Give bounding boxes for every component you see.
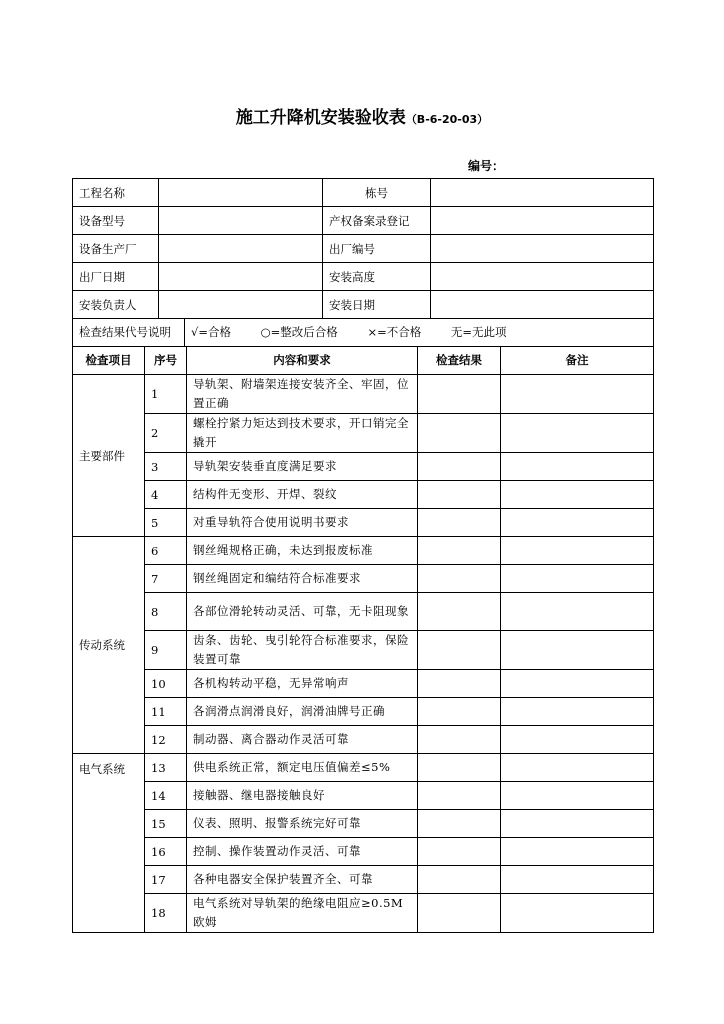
info-value-field[interactable]: [431, 235, 654, 263]
legend-item-pass: √=合格: [191, 324, 231, 339]
legend-item-fail: ×=不合格: [367, 324, 422, 339]
row-number: 11: [145, 698, 187, 726]
row-requirement: 控制、操作装置动作灵活、可靠: [187, 838, 418, 866]
info-value-field[interactable]: [431, 179, 654, 207]
result-cell[interactable]: [418, 593, 501, 631]
header-remark: 备注: [501, 346, 654, 375]
row-requirement: 钢丝绳固定和编结符合标准要求: [187, 565, 418, 593]
header-content: 内容和要求: [187, 346, 418, 375]
remark-cell[interactable]: [501, 698, 654, 726]
info-label: 出厂编号: [323, 235, 431, 263]
legend-item-rectified: ○=整改后合格: [260, 324, 338, 339]
remark-cell[interactable]: [501, 726, 654, 754]
row-requirement: 各种电器安全保护装置齐全、可靠: [187, 866, 418, 894]
row-requirement: 导轨架安装垂直度满足要求: [187, 453, 418, 481]
info-label: 出厂日期: [73, 263, 159, 291]
legend-item-na: 无=无此项: [450, 324, 507, 339]
result-cell[interactable]: [418, 754, 501, 782]
document-title: [0, 103, 724, 128]
info-row: [73, 291, 654, 319]
legend-label: 检查结果代号说明: [73, 318, 185, 346]
table-row: [73, 894, 654, 933]
table-row: [73, 414, 654, 453]
row-number: 8: [145, 593, 187, 631]
row-requirement: 对重导轨符合使用说明书要求: [187, 509, 418, 537]
result-cell[interactable]: [418, 838, 501, 866]
row-number: 4: [145, 481, 187, 509]
row-number: 15: [145, 810, 187, 838]
category-transmission-system: 传动系统: [73, 537, 145, 754]
row-number: 9: [145, 631, 187, 670]
row-number: 16: [145, 838, 187, 866]
remark-cell[interactable]: [501, 453, 654, 481]
remark-cell[interactable]: [501, 894, 654, 933]
info-row: [73, 207, 654, 235]
info-label: 工程名称: [73, 179, 159, 207]
remark-cell[interactable]: [501, 565, 654, 593]
row-number: 6: [145, 537, 187, 565]
result-cell[interactable]: [418, 866, 501, 894]
result-cell[interactable]: [418, 698, 501, 726]
remark-cell[interactable]: [501, 810, 654, 838]
info-label: 安装高度: [323, 263, 431, 291]
info-value-field[interactable]: [431, 291, 654, 319]
result-cell[interactable]: [418, 726, 501, 754]
info-label: 安装日期: [323, 291, 431, 319]
remark-cell[interactable]: [501, 481, 654, 509]
remark-cell[interactable]: [501, 866, 654, 894]
title-code: （B-6-20-03）: [405, 113, 489, 126]
remark-cell[interactable]: [501, 782, 654, 810]
inspection-checklist-table: [72, 346, 654, 933]
row-number: 1: [145, 375, 187, 414]
row-number: 14: [145, 782, 187, 810]
result-cell[interactable]: [418, 670, 501, 698]
info-label: 安装负责人: [73, 291, 159, 319]
row-requirement: 仪表、照明、报警系统完好可靠: [187, 810, 418, 838]
title-main: 施工升降机安装验收表: [235, 108, 406, 128]
category-electrical-system: 电气系统: [73, 754, 145, 933]
row-number: 13: [145, 754, 187, 782]
table-row: [73, 593, 654, 631]
header-result: 检查结果: [418, 346, 501, 375]
info-value-field[interactable]: [431, 263, 654, 291]
result-cell[interactable]: [418, 631, 501, 670]
project-info-table: [72, 178, 654, 319]
table-row: [73, 726, 654, 754]
table-row: [73, 866, 654, 894]
remark-cell[interactable]: [501, 670, 654, 698]
table-row: [73, 838, 654, 866]
info-label: 设备型号: [73, 207, 159, 235]
row-requirement: 供电系统正常，额定电压值偏差≤5%: [187, 754, 418, 782]
table-row: [73, 754, 654, 782]
row-requirement: 制动器、离合器动作灵活可靠: [187, 726, 418, 754]
legend-items: [185, 318, 654, 346]
row-number: 5: [145, 509, 187, 537]
result-code-legend: [72, 318, 654, 347]
table-row: [73, 453, 654, 481]
checklist-header-row: [73, 346, 654, 375]
table-row: [73, 565, 654, 593]
table-row: [73, 782, 654, 810]
row-requirement: 导轨架、附墙架连接安装齐全、牢固，位置正确: [187, 375, 418, 414]
table-row: [73, 670, 654, 698]
info-value-field[interactable]: [159, 291, 323, 319]
row-requirement: 各机构转动平稳，无异常响声: [187, 670, 418, 698]
remark-cell[interactable]: [501, 838, 654, 866]
table-row: [73, 509, 654, 537]
row-requirement: 螺栓拧紧力矩达到技术要求，开口销完全撬开: [187, 414, 418, 453]
result-cell[interactable]: [418, 565, 501, 593]
info-value-field[interactable]: [431, 207, 654, 235]
table-row: [73, 698, 654, 726]
result-cell[interactable]: [418, 810, 501, 838]
remark-cell[interactable]: [501, 414, 654, 453]
table-row: [73, 631, 654, 670]
row-number: 3: [145, 453, 187, 481]
row-number: 10: [145, 670, 187, 698]
row-requirement: 齿条、齿轮、曳引轮符合标准要求，保险装置可靠: [187, 631, 418, 670]
row-number: 18: [145, 894, 187, 933]
remark-cell[interactable]: [501, 537, 654, 565]
remark-cell[interactable]: [501, 375, 654, 414]
info-value-field[interactable]: [159, 263, 323, 291]
row-number: 2: [145, 414, 187, 453]
row-requirement: 接触器、继电器接触良好: [187, 782, 418, 810]
row-requirement: 钢丝绳规格正确，未达到报废标准: [187, 537, 418, 565]
category-main-components: 主要部件: [73, 375, 145, 537]
info-row: [73, 263, 654, 291]
remark-cell[interactable]: [501, 631, 654, 670]
header-no: 序号: [145, 346, 187, 375]
info-value-field[interactable]: [159, 179, 323, 207]
row-number: 17: [145, 866, 187, 894]
info-value-field[interactable]: [159, 207, 323, 235]
serial-number-label: 编号：: [468, 159, 505, 173]
result-cell[interactable]: [418, 537, 501, 565]
row-requirement: 各部位滑轮转动灵活、可靠，无卡阻现象: [187, 593, 418, 631]
result-cell[interactable]: [418, 414, 501, 453]
result-cell[interactable]: [418, 894, 501, 933]
result-cell[interactable]: [418, 481, 501, 509]
row-requirement: 各润滑点润滑良好，润滑油牌号正确: [187, 698, 418, 726]
header-item: 检查项目: [73, 346, 145, 375]
info-row: [73, 179, 654, 207]
info-label: 栋号: [323, 179, 431, 207]
table-row: [73, 375, 654, 414]
result-cell[interactable]: [418, 782, 501, 810]
row-requirement: 电气系统对导轨架的绝缘电阻应≥0.5M欧姆: [187, 894, 418, 933]
info-label: 设备生产厂: [73, 235, 159, 263]
result-cell[interactable]: [418, 453, 501, 481]
table-row: [73, 537, 654, 565]
row-number: 7: [145, 565, 187, 593]
info-value-field[interactable]: [159, 235, 323, 263]
info-label: 产权备案录登记: [323, 207, 431, 235]
result-cell[interactable]: [418, 375, 501, 414]
table-row: [73, 481, 654, 509]
row-requirement: 结构件无变形、开焊、裂纹: [187, 481, 418, 509]
remark-cell[interactable]: [501, 593, 654, 631]
remark-cell[interactable]: [501, 509, 654, 537]
table-row: [73, 810, 654, 838]
info-row: [73, 235, 654, 263]
result-cell[interactable]: [418, 509, 501, 537]
row-number: 12: [145, 726, 187, 754]
remark-cell[interactable]: [501, 754, 654, 782]
